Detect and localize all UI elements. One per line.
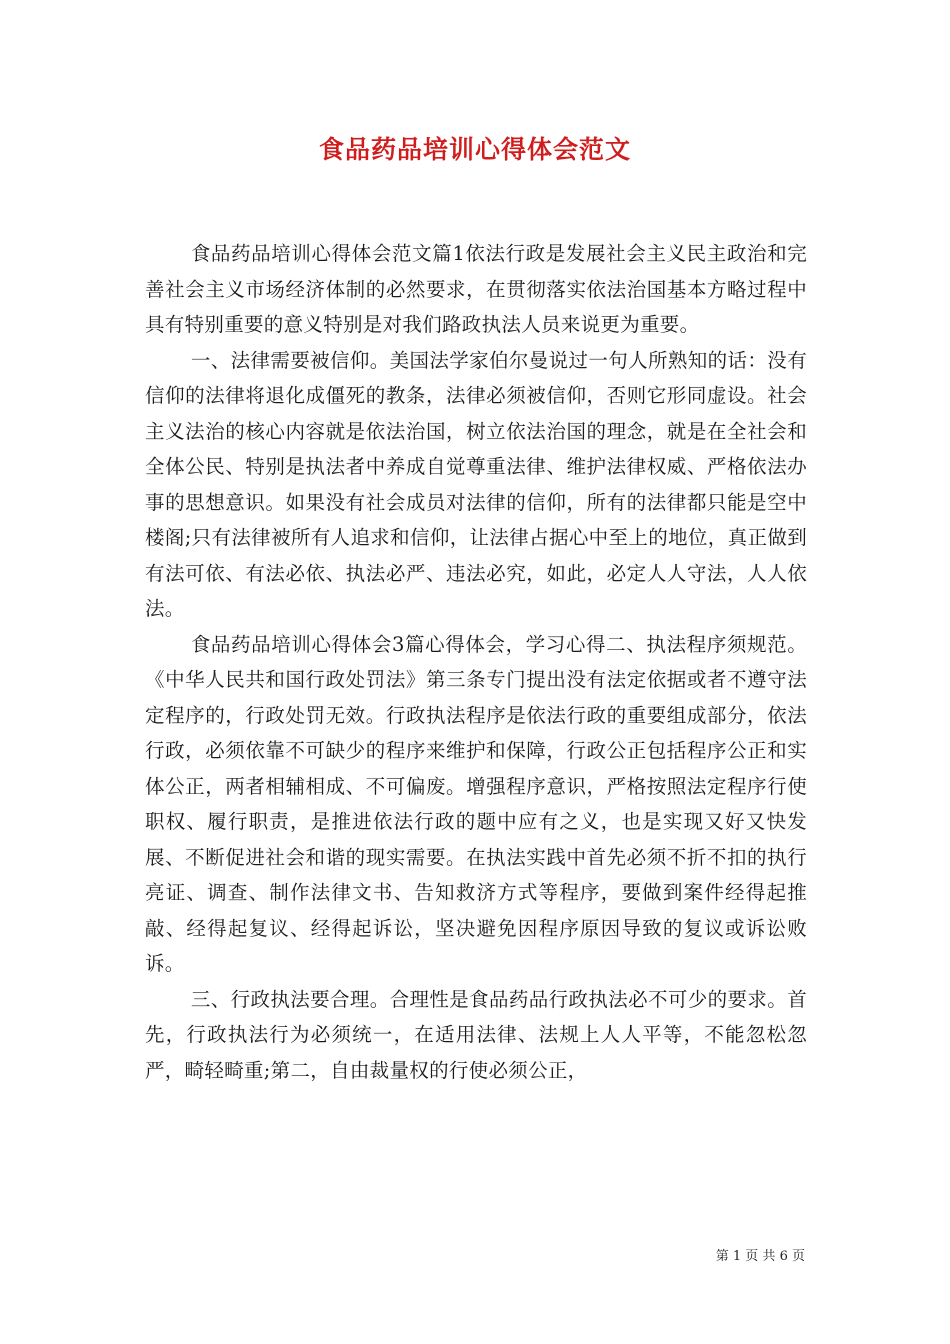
document-title: 食品药品培训心得体会范文 bbox=[318, 135, 631, 164]
document-body bbox=[145, 236, 807, 1088]
footer-suffix: 页 bbox=[791, 1249, 805, 1264]
paragraph-1: 食品药品培训心得体会范文篇1依法行政是发展社会主义民主政治和完善社会主义市场经济体制的必然要求，在贯彻落实依法治国基本方略过程中具有特别重要的意义特别是对我们路政执法人员来说更为重要。 bbox=[145, 242, 807, 336]
paragraph-2: 一、法律需要被信仰。美国法学家伯尔曼说过一句人所熟知的话：没有信仰的法律将退化成僵死的教条，法律必须被信仰，否则它形同虚设。社会主义法治的核心内容就是依法治国，树立依法治国的理念，就是在全社会和全体公民、特别是执法者中养成自觉尊重法律、维护法律权威、严格依法办事的思想意识。如果没有社会成员对法律的信仰，所有的法律都只能是空中楼阁;只有法律被所有人追求和信仰，让法律占据心中至上的地位，真正做到有法可依、有法必依、执法必严、违法必究，如此，必定人人守法，人人依法。 bbox=[145, 348, 807, 620]
footer-total-pages: 6 bbox=[779, 1249, 788, 1264]
footer-middle: 页 共 bbox=[745, 1249, 776, 1264]
paragraph-3: 食品药品培训心得体会3篇心得体会，学习心得二、执法程序须规范。《中华人民共和国行政处罚法》第三条专门提出没有法定依据或者不遵守法定程序的，行政处罚无效。行政执法程序是依法行政的重要组成部分，依法行政，必须依靠不可缺少的程序来维护和保障，行政公正包括程序公正和实体公正，两者相辅相成、不可偏废。增强程序意识，严格按照法定程序行使职权、履行职责，是推进依法行政的题中应有之义，也是实现又好又快发展、不断促进社会和谐的现实需要。在执法实践中首先必须不折不扣的执行亮证、调查、制作法律文书、告知救济方式等程序，要做到案件经得起推敲、经得起复议、经得起诉讼，坚决避免因程序原因导致的复议或诉讼败诉。 bbox=[145, 632, 807, 975]
footer-current-page: 1 bbox=[732, 1249, 742, 1264]
page-number-footer bbox=[716, 1245, 805, 1264]
paragraph-4: 三、行政执法要合理。合理性是食品药品行政执法必不可少的要求。首先，行政执法行为必须统一，在适用法律、法规上人人平等，不能忽松忽严，畸轻畸重;第二，自由裁量权的行使必须公正， bbox=[145, 987, 807, 1082]
footer-prefix: 第 bbox=[715, 1249, 729, 1264]
